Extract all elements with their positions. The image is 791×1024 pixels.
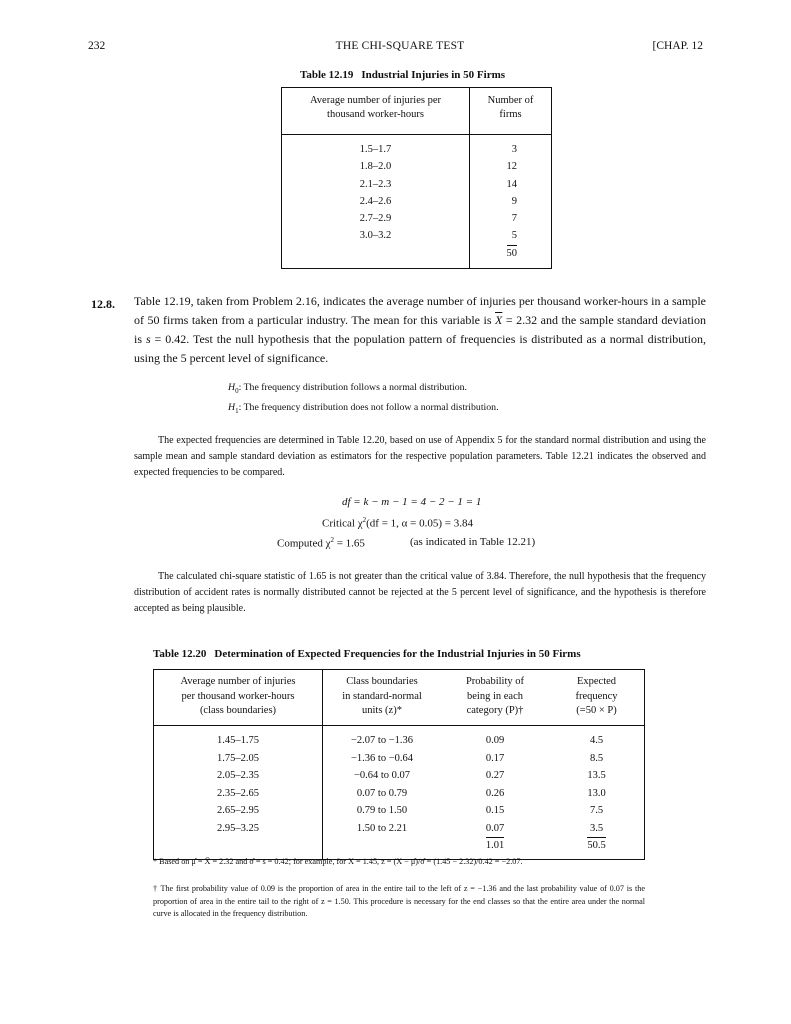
table-row: 2.35–2.65 0.07 to 0.79 0.26 13.0 bbox=[154, 785, 645, 803]
footnote-dagger: † The first probability value of 0.09 is the proportion of area in the entire tail to the left of z = −1.36 and the last probability value of 0.07 is the proportion of area in the entire tail to the right of z = 1.50. This procedure is necessary for the end classes so that the entire area under the normal curve is allocated in the frequency distribution. bbox=[153, 884, 645, 918]
table-title: Determination of Expected Frequencies for the Industrial Injuries in 50 Firms bbox=[214, 648, 581, 660]
footnote-star: * Based on μ̂ = X̄ = 2.32 and σ̂ = s = 0.42; for example, for X = 1.45, z = (X − μ̂)/σ̂ = (1.45 − 2.32)/0.42 = −2.07. bbox=[153, 857, 523, 866]
table-total-row bbox=[282, 245, 552, 269]
table-12-20-caption bbox=[153, 648, 581, 660]
total-firms: 50 bbox=[507, 245, 518, 261]
table-12-19-caption bbox=[300, 69, 505, 81]
table-row: 2.95–3.25 1.50 to 2.21 0.07 3.5 bbox=[154, 820, 645, 838]
total-frequency: 50.5 bbox=[587, 837, 605, 853]
column-header: Expected frequency (=50 × P) bbox=[549, 670, 645, 726]
table-row: 2.1–2.3 14 bbox=[282, 176, 552, 193]
table-12-19 bbox=[281, 87, 552, 269]
table-title: Industrial Injuries in 50 Firms bbox=[361, 69, 506, 81]
problem-statement: Table 12.19, taken from Problem 2.16, indicates the average number of injuries per thousand worker-hours in a sample of 50 firms taken from a particular industry. The mean for this variable is $\overline{X} = 2.32$ and the sample standard deviation is s = 0.42. Test the null hypothesis that the population pattern of frequencies is distributed as a normal distribution, using the 5 percent level of significance. bbox=[134, 294, 706, 365]
column-header: Average number of injuries per thousand worker-hours (class boundaries) bbox=[154, 670, 323, 726]
table-row: 2.4–2.6 9 bbox=[282, 193, 552, 210]
total-probability: 1.01 bbox=[486, 837, 504, 853]
table-row: 2.65–2.95 0.79 to 1.50 0.15 7.5 bbox=[154, 802, 645, 820]
df-equation: df = k − m − 1 = 4 − 2 − 1 = 1 bbox=[342, 496, 482, 508]
conclusion-paragraph: The calculated chi-square statistic of 1.65 is not greater than the critical value of 3.84. Therefore, the null hypothesis that the frequency distribution of accident rates is normally distributed cannot be rejected at the 5 percent level of significance, and the hypothesis is therefore accepted as being plausible. bbox=[134, 571, 706, 614]
table-row: 1.8–2.0 12 bbox=[282, 158, 552, 175]
column-header: Probability of being in each category (P)† bbox=[441, 670, 549, 726]
table-row: 1.5–1.7 3 bbox=[282, 135, 552, 159]
computed-value-equation: Computed $\chi^2 = 1.65$ bbox=[277, 536, 365, 550]
running-title: THE CHI-SQUARE TEST bbox=[335, 40, 465, 52]
alternative-hypothesis: $H_1$: The frequency distribution does not follow a normal distribution. bbox=[228, 402, 499, 415]
table-row: 3.0–3.2 5 bbox=[282, 227, 552, 244]
table-row: 2.05–2.35 −0.64 to 0.07 0.27 13.5 bbox=[154, 767, 645, 785]
solution-paragraph: The expected frequencies are determined in Table 12.20, based on use of Appendix 5 for the standard normal distribution and using the sample mean and sample standard deviation as estimators for the respective population parameters. Table 12.21 indicates the observed and expected frequencies to be compared. bbox=[134, 435, 706, 478]
table-12-20 bbox=[153, 669, 645, 860]
null-hypothesis: $H_0$: The frequency distribution follows a normal distribution. bbox=[228, 382, 467, 395]
problem-number: 12.8. bbox=[91, 297, 115, 311]
column-header: Average number of injuries per thousand worker-hours bbox=[282, 88, 470, 135]
page-number: 232 bbox=[88, 40, 106, 52]
table-label: Table 12.20 bbox=[153, 648, 207, 660]
computed-value-note: (as indicated in Table 12.21) bbox=[410, 536, 536, 548]
table-row: 1.45–1.75 −2.07 to −1.36 0.09 4.5 bbox=[154, 726, 645, 750]
table-row: 1.75–2.05 −1.36 to −0.64 0.17 8.5 bbox=[154, 750, 645, 768]
table-row: 2.7–2.9 7 bbox=[282, 210, 552, 227]
chapter-label: [CHAP. 12 bbox=[652, 40, 703, 52]
column-header: Class boundaries in standard-normal units (z)* bbox=[323, 670, 442, 726]
table-label: Table 12.19 bbox=[300, 69, 354, 81]
critical-value-equation: Critical $\chi^2(df = 1$, α = 0.05) = 3.84 bbox=[322, 516, 473, 530]
column-header: Number of firms bbox=[470, 88, 552, 135]
